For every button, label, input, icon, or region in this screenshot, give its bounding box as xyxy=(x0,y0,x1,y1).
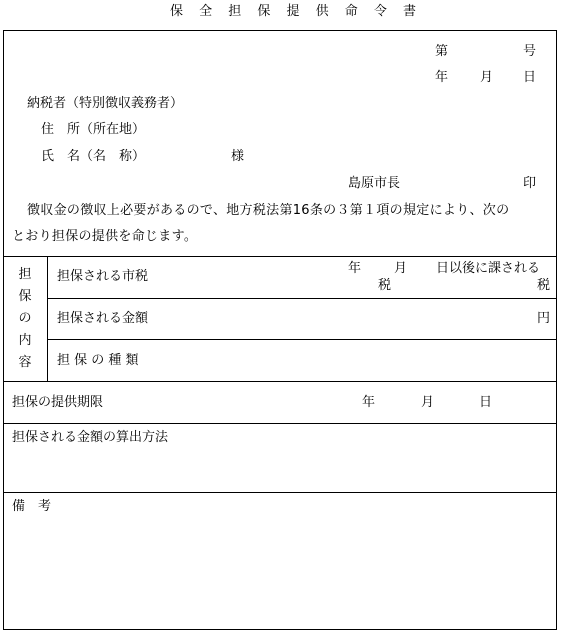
section-divider xyxy=(47,256,48,381)
address-label: 住 所（所在地） xyxy=(41,122,146,137)
deadline-month: 月 xyxy=(421,395,435,410)
honorific: 様 xyxy=(231,149,245,164)
document-title: 保 全 担 保 提 供 命 令 書 xyxy=(170,4,423,19)
date-month: 月 xyxy=(480,70,494,85)
tax-date-month: 月 xyxy=(394,261,408,276)
vertical-char: 担 xyxy=(18,266,32,282)
number-suffix: 号 xyxy=(523,44,537,59)
vertical-char: 保 xyxy=(18,288,32,304)
body-line-2: とおり担保の提供を命じます。 xyxy=(12,229,198,244)
tax-date-year: 年 xyxy=(348,261,362,276)
rule-deadline-bottom xyxy=(3,423,557,424)
taxpayer-heading: 納税者（特別徴収義務者） xyxy=(27,96,184,111)
collateral-content-label xyxy=(3,256,47,381)
deadline-day: 日 xyxy=(479,395,493,410)
deadline-label: 担保の提供期限 xyxy=(12,395,104,410)
secured-tax-label: 担保される市税 xyxy=(57,269,149,284)
vertical-char: 内 xyxy=(18,332,32,348)
form-frame xyxy=(3,30,557,630)
date-year: 年 xyxy=(435,70,449,85)
mayor-name: 島原市長 xyxy=(348,176,401,191)
date-day: 日 xyxy=(523,70,537,85)
deadline-year: 年 xyxy=(362,395,376,410)
rule-section-top xyxy=(3,256,557,257)
number-prefix: 第 xyxy=(435,44,449,59)
vertical-char: の xyxy=(18,310,32,326)
body-line-1: 徴収金の徴収上必要があるので、地方税法第16条の３第１項の規定により、次の xyxy=(27,203,510,218)
rule-row-2 xyxy=(47,339,557,340)
remarks-label: 備 考 xyxy=(12,499,52,514)
tax-type-1: 税 xyxy=(378,278,392,293)
calc-method-label: 担保される金額の算出方法 xyxy=(12,430,169,445)
rule-row-1 xyxy=(47,298,557,299)
vertical-char: 容 xyxy=(18,354,32,370)
secured-amount-label: 担保される金額 xyxy=(57,311,149,326)
rule-calc-bottom xyxy=(3,492,557,493)
tax-date-rest: 日以後に課される xyxy=(436,261,541,276)
amount-unit: 円 xyxy=(537,311,551,326)
tax-type-2: 税 xyxy=(537,278,551,293)
name-label: 氏 名（名 称） xyxy=(41,149,146,164)
rule-section-bottom xyxy=(3,381,557,382)
collateral-type-label: 担 保 の 種 類 xyxy=(57,353,139,368)
seal-mark: 印 xyxy=(523,176,537,191)
